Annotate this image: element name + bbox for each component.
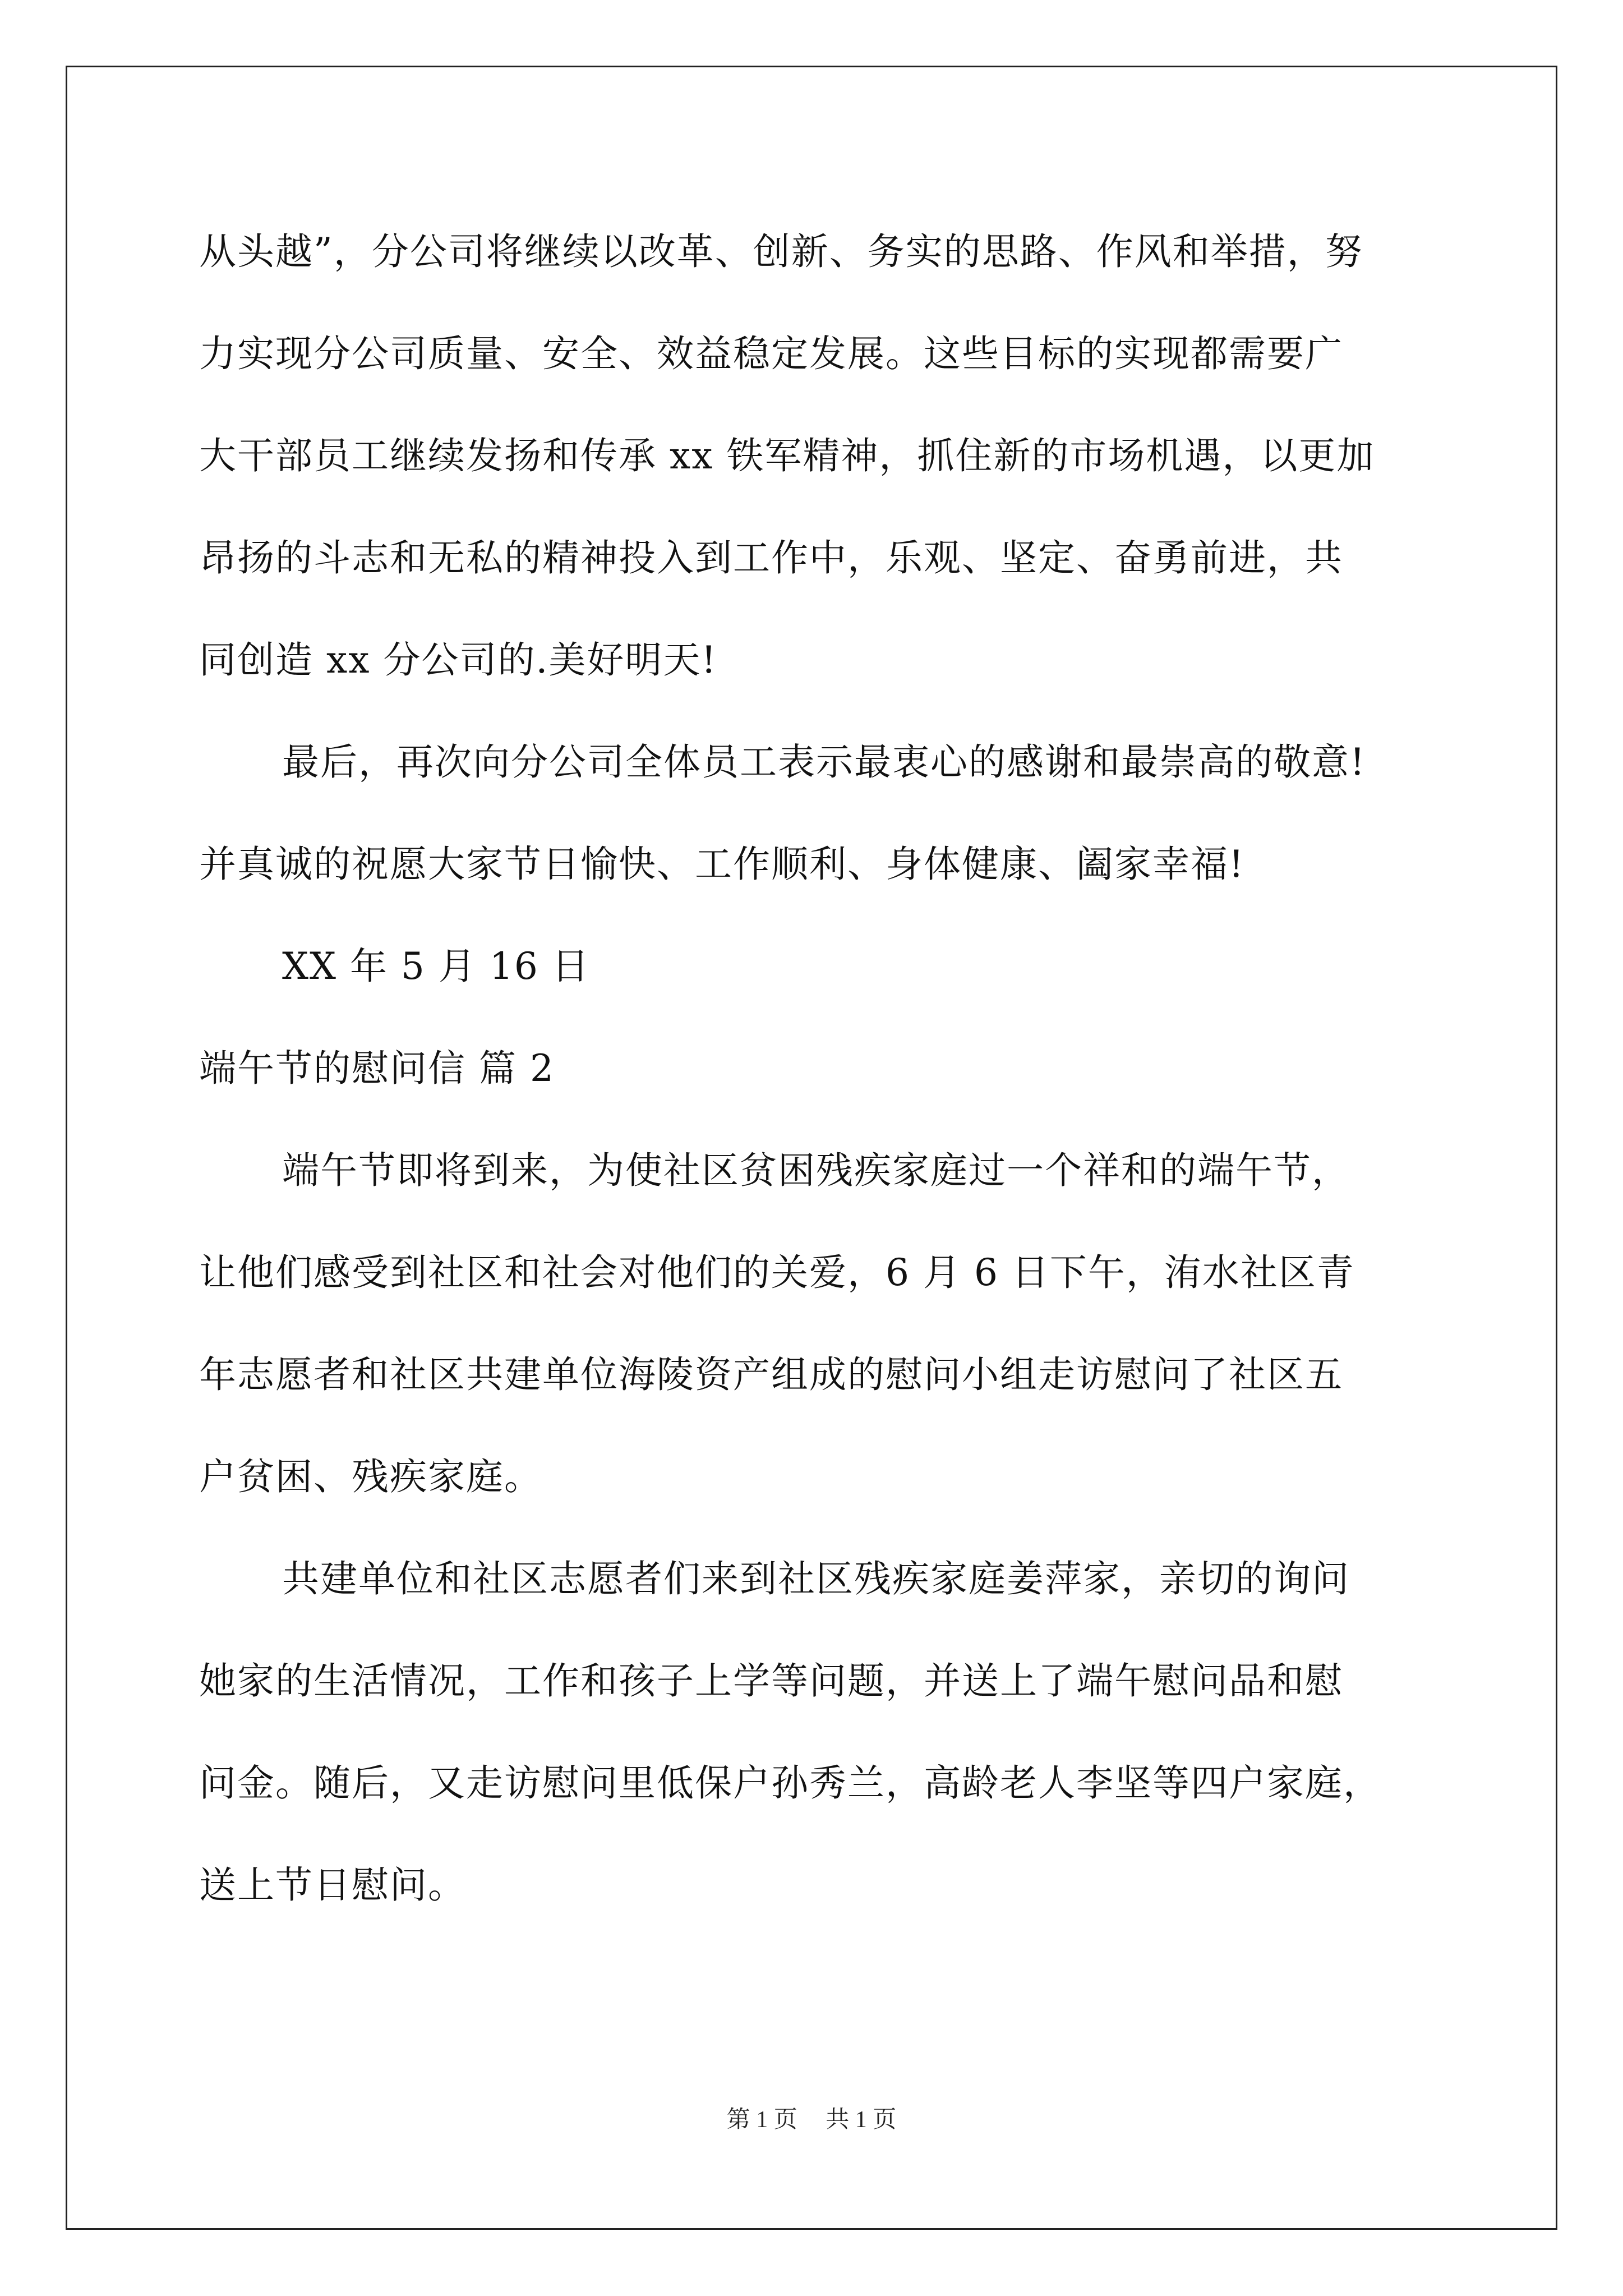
paragraph-line: 大干部员工继续发扬和传承 xx 铁军精神，抓住新的市场机遇，以更加 — [199, 434, 1375, 477]
document-body — [199, 201, 1455, 1936]
paragraph-line: 同创造 xx 分公司的.美好明天! — [199, 638, 717, 682]
section-heading: 端午节的慰问信 篇 2 — [199, 1047, 555, 1090]
paragraph-line: 共建单位和社区志愿者们来到社区残疾家庭姜萍家，亲切的询问 — [282, 1557, 1350, 1600]
paragraph-line: 她家的生活情况，工作和孩子上学等问题，并送上了端午慰问品和慰 — [199, 1659, 1343, 1703]
paragraph-line: 昂扬的斗志和无私的精神投入到工作中，乐观、坚定、奋勇前进，共 — [199, 536, 1343, 579]
paragraph-line: 问金。随后，又走访慰问里低保户孙秀兰，高龄老人李坚等四户家庭， — [199, 1761, 1381, 1805]
page-number-total: 共 1 页 — [826, 2107, 897, 2133]
paragraph-line: 送上节日慰问。 — [199, 1864, 466, 1907]
paragraph-line: 并真诚的祝愿大家节日愉快、工作顺利、身体健康、阖家幸福! — [199, 843, 1245, 886]
date-line: XX 年 5 月 16 日 — [282, 945, 590, 988]
page-footer — [0, 2101, 1623, 2134]
paragraph-line: 让他们感受到社区和社会对他们的关爱，6 月 6 日下午，洧水社区青 — [199, 1251, 1355, 1294]
paragraph-line: 从头越”，分公司将继续以改革、创新、务实的思路、作风和举措，努 — [199, 230, 1363, 273]
paragraph-line: 最后，再次向分公司全体员工表示最衷心的感谢和最崇高的敬意! — [282, 740, 1366, 784]
paragraph-line: 户贫困、残疾家庭。 — [199, 1455, 542, 1498]
paragraph-line: 力实现分公司质量、安全、效益稳定发展。这些目标的实现都需要广 — [199, 332, 1343, 375]
page-number-current: 第 1 页 — [726, 2107, 797, 2133]
paragraph-line: 年志愿者和社区共建单位海陵资产组成的慰问小组走访慰问了社区五 — [199, 1353, 1343, 1396]
paragraph-line: 端午节即将到来，为使社区贫困残疾家庭过一个祥和的端午节， — [282, 1149, 1350, 1192]
